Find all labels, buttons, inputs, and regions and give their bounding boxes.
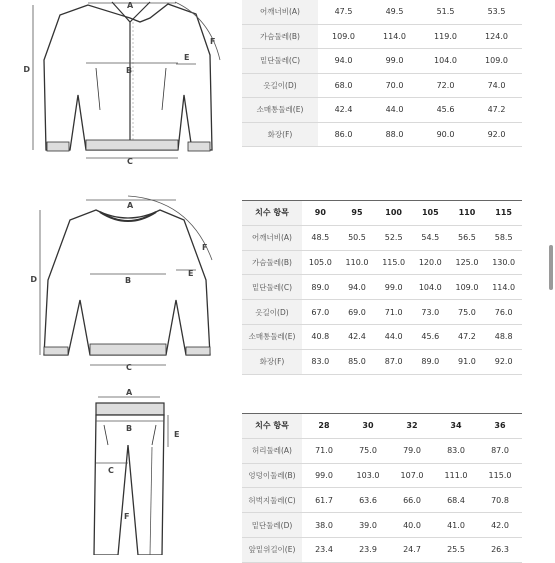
measure-label: 밑단둘레(D) xyxy=(242,513,302,538)
measure-label: 가슴둘레(B) xyxy=(242,24,318,49)
header-size-cell: 90 xyxy=(302,201,339,226)
measure-value: 79.0 xyxy=(390,438,434,463)
sweatshirt-dim-b: B xyxy=(125,276,132,285)
header-size-cell: 28 xyxy=(302,414,346,439)
table-row xyxy=(242,225,522,250)
measure-value: 23.4 xyxy=(302,537,346,562)
page-scrollbar[interactable] xyxy=(549,245,553,290)
measure-value: 26.3 xyxy=(478,537,522,562)
measure-value: 99.0 xyxy=(375,275,412,300)
measure-value: 70.0 xyxy=(369,73,420,98)
header-size-cell: 105 xyxy=(412,201,449,226)
header-label-cell: 치수 항목 xyxy=(242,414,302,439)
measure-label: 화장(F) xyxy=(242,122,318,147)
measure-value: 68.4 xyxy=(434,488,478,513)
measure-value: 44.0 xyxy=(375,324,412,349)
measure-value: 92.0 xyxy=(485,349,522,374)
header-size-cell: 34 xyxy=(434,414,478,439)
measure-value: 89.0 xyxy=(302,275,339,300)
measure-value: 40.8 xyxy=(302,324,339,349)
measure-value: 83.0 xyxy=(302,349,339,374)
table-row xyxy=(242,537,522,562)
measure-value: 68.0 xyxy=(318,73,369,98)
jacket-dim-b: B xyxy=(126,66,133,75)
jacket-dim-a: A xyxy=(127,1,134,10)
measure-value: 47.5 xyxy=(318,0,369,24)
table-row xyxy=(242,275,522,300)
measure-value: 24.7 xyxy=(390,537,434,562)
measure-value: 125.0 xyxy=(449,250,486,275)
measure-value: 89.0 xyxy=(412,349,449,374)
measure-value: 44.0 xyxy=(369,98,420,123)
measure-label: 밑단둘레(C) xyxy=(242,275,302,300)
measure-value: 92.0 xyxy=(471,122,522,147)
table-row xyxy=(242,98,522,123)
table-row xyxy=(242,49,522,74)
measure-label: 어깨너비(A) xyxy=(242,225,302,250)
header-size-cell: 30 xyxy=(346,414,390,439)
measure-value: 94.0 xyxy=(339,275,376,300)
measure-value: 124.0 xyxy=(471,24,522,49)
measure-value: 109.0 xyxy=(449,275,486,300)
measure-value: 71.0 xyxy=(302,438,346,463)
header-size-cell: 100 xyxy=(375,201,412,226)
measure-label: 화장(F) xyxy=(242,349,302,374)
measure-value: 42.0 xyxy=(478,513,522,538)
pants-dim-b: B xyxy=(126,424,133,433)
measure-value: 88.0 xyxy=(369,122,420,147)
measure-value: 25.5 xyxy=(434,537,478,562)
measure-value: 56.5 xyxy=(449,225,486,250)
table-row xyxy=(242,73,522,98)
measure-value: 94.0 xyxy=(318,49,369,74)
measure-label: 옷길이(D) xyxy=(242,300,302,325)
table-row xyxy=(242,463,522,488)
measure-value: 109.0 xyxy=(318,24,369,49)
jacket-dim-d: D xyxy=(23,65,30,74)
measure-value: 115.0 xyxy=(478,463,522,488)
measure-value: 87.0 xyxy=(478,438,522,463)
measure-value: 87.0 xyxy=(375,349,412,374)
measure-label: 허리둘레(A) xyxy=(242,438,302,463)
sweatshirt-dim-a: A xyxy=(127,201,134,210)
measure-value: 40.0 xyxy=(390,513,434,538)
pants-dim-f: F xyxy=(124,512,130,521)
sweatshirt-dim-f: F xyxy=(202,243,208,252)
table-row xyxy=(242,300,522,325)
measure-value: 103.0 xyxy=(346,463,390,488)
pants-diagram xyxy=(0,385,230,555)
pants-dim-a: A xyxy=(126,388,133,397)
measure-value: 47.2 xyxy=(449,324,486,349)
measure-label: 소매통둘레(E) xyxy=(242,324,302,349)
measure-label: 가슴둘레(B) xyxy=(242,250,302,275)
measure-value: 67.0 xyxy=(302,300,339,325)
measure-value: 110.0 xyxy=(339,250,376,275)
measure-value: 120.0 xyxy=(412,250,449,275)
measure-value: 130.0 xyxy=(485,250,522,275)
measure-value: 49.5 xyxy=(369,0,420,24)
measure-value: 42.4 xyxy=(318,98,369,123)
sweatshirt-diagram xyxy=(0,190,230,370)
jacket-dim-e: E xyxy=(184,53,190,62)
measure-value: 90.0 xyxy=(420,122,471,147)
measure-value: 41.0 xyxy=(434,513,478,538)
measure-value: 61.7 xyxy=(302,488,346,513)
pants-dim-c: C xyxy=(108,466,114,475)
measure-value: 104.0 xyxy=(412,275,449,300)
table-row xyxy=(242,513,522,538)
table-row xyxy=(242,122,522,147)
sweatshirt-size-section xyxy=(0,190,555,370)
table-row xyxy=(242,324,522,349)
sweatshirt-size-table xyxy=(242,200,522,375)
measure-label: 어깨너비(A) xyxy=(242,0,318,24)
measure-value: 54.5 xyxy=(412,225,449,250)
pants-size-table xyxy=(242,413,522,563)
measure-value: 73.0 xyxy=(412,300,449,325)
measure-value: 109.0 xyxy=(471,49,522,74)
sweatshirt-dim-c: C xyxy=(126,363,132,370)
measure-value: 99.0 xyxy=(369,49,420,74)
measure-value: 99.0 xyxy=(302,463,346,488)
measure-value: 48.8 xyxy=(485,324,522,349)
header-size-cell: 36 xyxy=(478,414,522,439)
jacket-size-table xyxy=(242,0,522,147)
measure-value: 51.5 xyxy=(420,0,471,24)
measure-value: 91.0 xyxy=(449,349,486,374)
measure-value: 114.0 xyxy=(369,24,420,49)
measure-value: 52.5 xyxy=(375,225,412,250)
measure-value: 76.0 xyxy=(485,300,522,325)
pants-size-section xyxy=(0,385,555,555)
measure-value: 42.4 xyxy=(339,324,376,349)
measure-label: 밑단둘레(C) xyxy=(242,49,318,74)
sweatshirt-dim-e: E xyxy=(188,269,194,278)
measure-value: 105.0 xyxy=(302,250,339,275)
measure-value: 86.0 xyxy=(318,122,369,147)
measure-value: 72.0 xyxy=(420,73,471,98)
measure-value: 114.0 xyxy=(485,275,522,300)
measure-value: 70.8 xyxy=(478,488,522,513)
jacket-dim-c: C xyxy=(127,157,133,166)
sweatshirt-dim-d: D xyxy=(30,275,37,284)
measure-value: 38.0 xyxy=(302,513,346,538)
measure-value: 58.5 xyxy=(485,225,522,250)
header-size-cell: 115 xyxy=(485,201,522,226)
table-row xyxy=(242,250,522,275)
header-size-cell: 110 xyxy=(449,201,486,226)
measure-value: 66.0 xyxy=(390,488,434,513)
measure-value: 48.5 xyxy=(302,225,339,250)
measure-value: 45.6 xyxy=(420,98,471,123)
measure-value: 115.0 xyxy=(375,250,412,275)
header-size-cell: 32 xyxy=(390,414,434,439)
jacket-diagram xyxy=(0,0,230,180)
table-row xyxy=(242,24,522,49)
measure-label: 앞밑위길이(E) xyxy=(242,537,302,562)
table-row xyxy=(242,488,522,513)
measure-label: 소매통둘레(E) xyxy=(242,98,318,123)
measure-value: 63.6 xyxy=(346,488,390,513)
measure-value: 50.5 xyxy=(339,225,376,250)
measure-value: 74.0 xyxy=(471,73,522,98)
measure-value: 83.0 xyxy=(434,438,478,463)
header-label-cell: 치수 항목 xyxy=(242,201,302,226)
measure-label: 엉덩이둘레(B) xyxy=(242,463,302,488)
jacket-size-section xyxy=(0,0,555,180)
measure-value: 69.0 xyxy=(339,300,376,325)
measure-label: 옷길이(D) xyxy=(242,73,318,98)
measure-value: 75.0 xyxy=(346,438,390,463)
header-size-cell: 95 xyxy=(339,201,376,226)
measure-value: 45.6 xyxy=(412,324,449,349)
measure-value: 104.0 xyxy=(420,49,471,74)
table-row xyxy=(242,438,522,463)
measure-value: 47.2 xyxy=(471,98,522,123)
measure-value: 85.0 xyxy=(339,349,376,374)
table-row xyxy=(242,349,522,374)
measure-value: 111.0 xyxy=(434,463,478,488)
pants-dim-e: E xyxy=(174,430,180,439)
measure-label: 허벅지둘레(C) xyxy=(242,488,302,513)
measure-value: 119.0 xyxy=(420,24,471,49)
jacket-dim-f: F xyxy=(210,37,216,46)
measure-value: 53.5 xyxy=(471,0,522,24)
measure-value: 107.0 xyxy=(390,463,434,488)
measure-value: 75.0 xyxy=(449,300,486,325)
table-row xyxy=(242,0,522,24)
measure-value: 71.0 xyxy=(375,300,412,325)
measure-value: 39.0 xyxy=(346,513,390,538)
measure-value: 23.9 xyxy=(346,537,390,562)
